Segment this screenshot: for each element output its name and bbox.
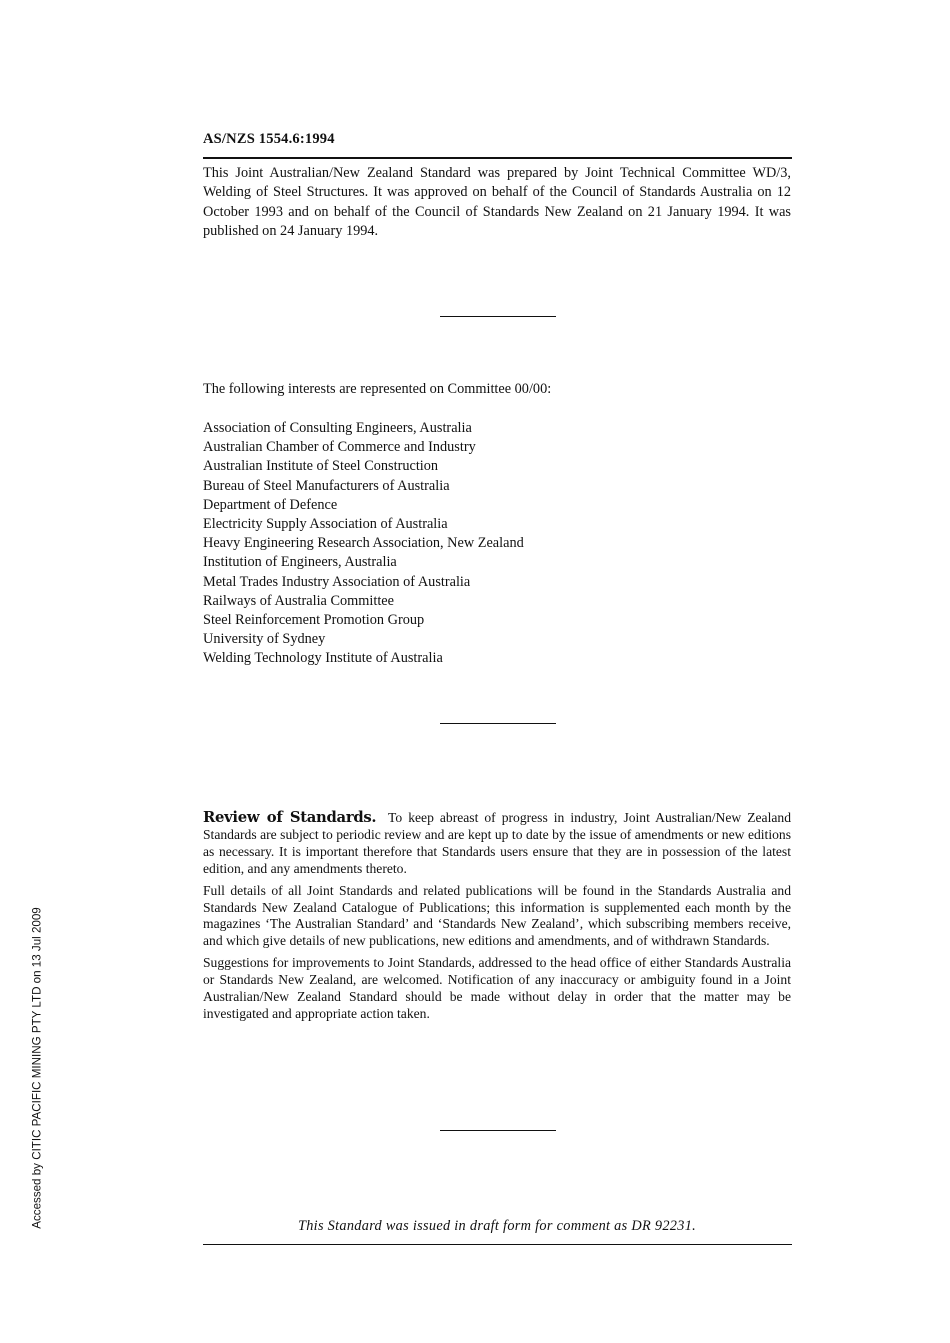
review-paragraph: Suggestions for improvements to Joint Standards, addressed to the head office of either Standards Australia or Standards New Zealand, are welcomed. Notification of any inaccuracy or ambiguity found in a Joint Australian/New Zealand Standard should be made without delay in order that the matter may be investigated and appropriate action taken.: [203, 955, 791, 1021]
access-watermark-text: Accessed by CITIC PACIFIC MINING PTY LTD on 13 Jul 2009: [30, 907, 44, 1229]
committee-member: Bureau of Steel Manufacturers of Australia: [203, 477, 450, 494]
committee-member: Association of Consulting Engineers, Australia: [203, 420, 472, 436]
draft-note: This Standard was issued in draft form for comment as DR 92231.: [297, 1218, 697, 1234]
committee-member: Railways of Australia Committee: [203, 592, 394, 609]
committee-member: University of Sydney: [203, 631, 326, 648]
review-paragraph: [203, 810, 791, 878]
header-rule: [203, 157, 792, 159]
committee-member: Department of Defence: [203, 496, 338, 513]
committee-member: Metal Trades Industry Association of Australia: [203, 573, 471, 590]
committee-member: Steel Reinforcement Promotion Group: [203, 612, 425, 629]
footer-rule: [203, 1244, 792, 1245]
section-divider: [440, 316, 556, 317]
review-heading: Review of Standards.: [203, 809, 377, 826]
committee-member: Welding Technology Institute of Australia: [203, 650, 443, 667]
review-paragraph: Full details of all Joint Standards and related publications will be found in the Standards Australia and Standards New Zealand Catalogue of Publications; this information is supplemented each month by the magazines ‘The Australian Standard’ and ‘Standards New Zealand’, which subscribing members receive, and which give details of new publications, new editions and amendments, and of withdrawn Standards.: [203, 882, 791, 949]
committee-interests-intro: The following interests are represented on Committee 00/00:: [203, 381, 552, 397]
section-divider: [440, 723, 556, 724]
committee-member-list: [203, 419, 791, 669]
committee-member: Australian Institute of Steel Construction: [203, 458, 439, 475]
section-divider: [440, 1130, 556, 1131]
preparation-statement: This Joint Australian/New Zealand Standard was prepared by Joint Technical Committee WD/3, Welding of Steel Structures. It was approved on behalf of the Council of Standards Australia on 12 October 1993 and on behalf of the Council of Standards New Zealand on 21 January 1994. It was published on 24 January 1994.: [203, 165, 791, 240]
committee-member: Australian Chamber of Commerce and Industry: [203, 439, 476, 456]
review-text: To keep abreast of progress in industry, Joint Australian/New Zealand Standards are subject to periodic review and are kept up to date by the issue of amendments or new editions as necessary. It is important therefore that Standards users ensure that they are in possession of the latest edition, and any amendments thereto.: [203, 810, 791, 876]
document-number: AS/NZS 1554.6:1994: [203, 131, 335, 147]
committee-member: Heavy Engineering Research Association, New Zealand: [203, 535, 524, 552]
review-of-standards: [203, 810, 791, 1028]
committee-member: Electricity Supply Association of Australia: [203, 516, 448, 533]
committee-member: Institution of Engineers, Australia: [203, 554, 397, 571]
